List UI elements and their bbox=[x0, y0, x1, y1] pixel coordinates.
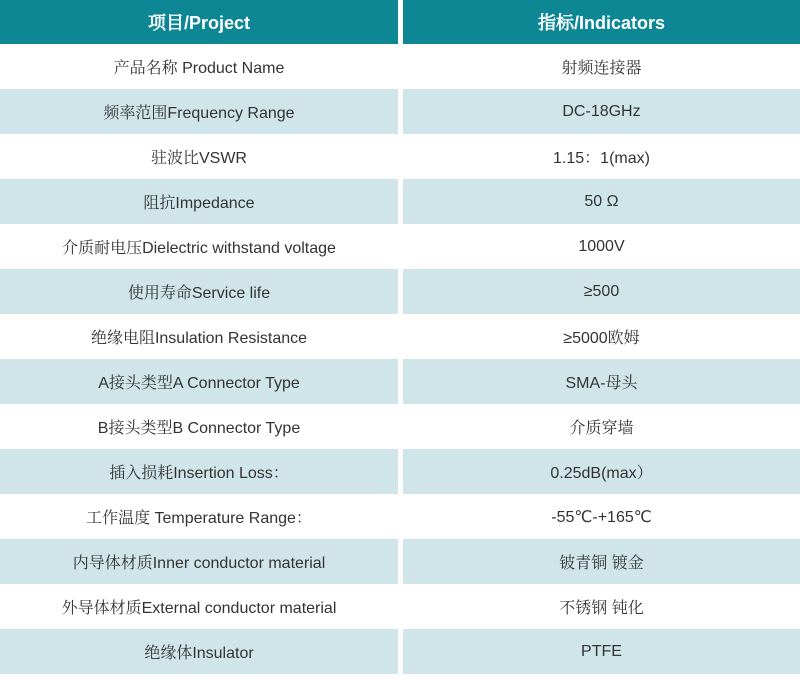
table-row bbox=[0, 494, 800, 539]
table-row bbox=[0, 629, 800, 674]
indicator-cell: 介质穿墙 bbox=[403, 404, 800, 449]
indicator-cell: 不锈钢 钝化 bbox=[403, 584, 800, 629]
project-cell: 工作温度 Temperature Range： bbox=[0, 494, 398, 539]
project-cell: 使用寿命Service life bbox=[0, 269, 398, 314]
project-cell: 内导体材质Inner conductor material bbox=[0, 539, 398, 584]
table-row bbox=[0, 224, 800, 269]
indicator-cell: -55℃-+165℃ bbox=[403, 494, 800, 539]
table-row bbox=[0, 449, 800, 494]
project-cell: 绝缘体Insulator bbox=[0, 629, 398, 674]
project-cell: 绝缘电阻Insulation Resistance bbox=[0, 314, 398, 359]
table-row bbox=[0, 44, 800, 89]
project-cell: 阻抗Impedance bbox=[0, 179, 398, 224]
project-cell: 频率范围Frequency Range bbox=[0, 89, 398, 134]
project-cell: B接头类型B Connector Type bbox=[0, 404, 398, 449]
indicator-cell: 50 Ω bbox=[403, 179, 800, 224]
indicator-cell: 0.25dB(max） bbox=[403, 449, 800, 494]
table-row bbox=[0, 584, 800, 629]
indicator-cell: ≥500 bbox=[403, 269, 800, 314]
table-row bbox=[0, 179, 800, 224]
table-row bbox=[0, 89, 800, 134]
project-cell: 外导体材质External conductor material bbox=[0, 584, 398, 629]
header-cell-indicators: 指标/Indicators bbox=[403, 0, 800, 44]
table-row bbox=[0, 269, 800, 314]
table-row bbox=[0, 539, 800, 584]
indicator-cell: DC-18GHz bbox=[403, 89, 800, 134]
project-cell: 插入损耗Insertion Loss： bbox=[0, 449, 398, 494]
project-cell: 驻波比VSWR bbox=[0, 134, 398, 179]
indicator-cell: 射频连接器 bbox=[403, 44, 800, 89]
project-cell: 产品名称 Product Name bbox=[0, 44, 398, 89]
indicator-cell: 1.15：1(max) bbox=[403, 134, 800, 179]
indicator-cell: 铍青铜 镀金 bbox=[403, 539, 800, 584]
project-cell: 介质耐电压Dielectric withstand voltage bbox=[0, 224, 398, 269]
project-cell: A接头类型A Connector Type bbox=[0, 359, 398, 404]
indicator-cell: SMA-母头 bbox=[403, 359, 800, 404]
table-row bbox=[0, 134, 800, 179]
table-header-row bbox=[0, 0, 800, 44]
indicator-cell: PTFE bbox=[403, 629, 800, 674]
header-cell-project: 项目/Project bbox=[0, 0, 398, 44]
table-row bbox=[0, 404, 800, 449]
table-row bbox=[0, 359, 800, 404]
table-row bbox=[0, 314, 800, 359]
indicator-cell: 1000V bbox=[403, 224, 800, 269]
indicator-cell: ≥5000欧姆 bbox=[403, 314, 800, 359]
